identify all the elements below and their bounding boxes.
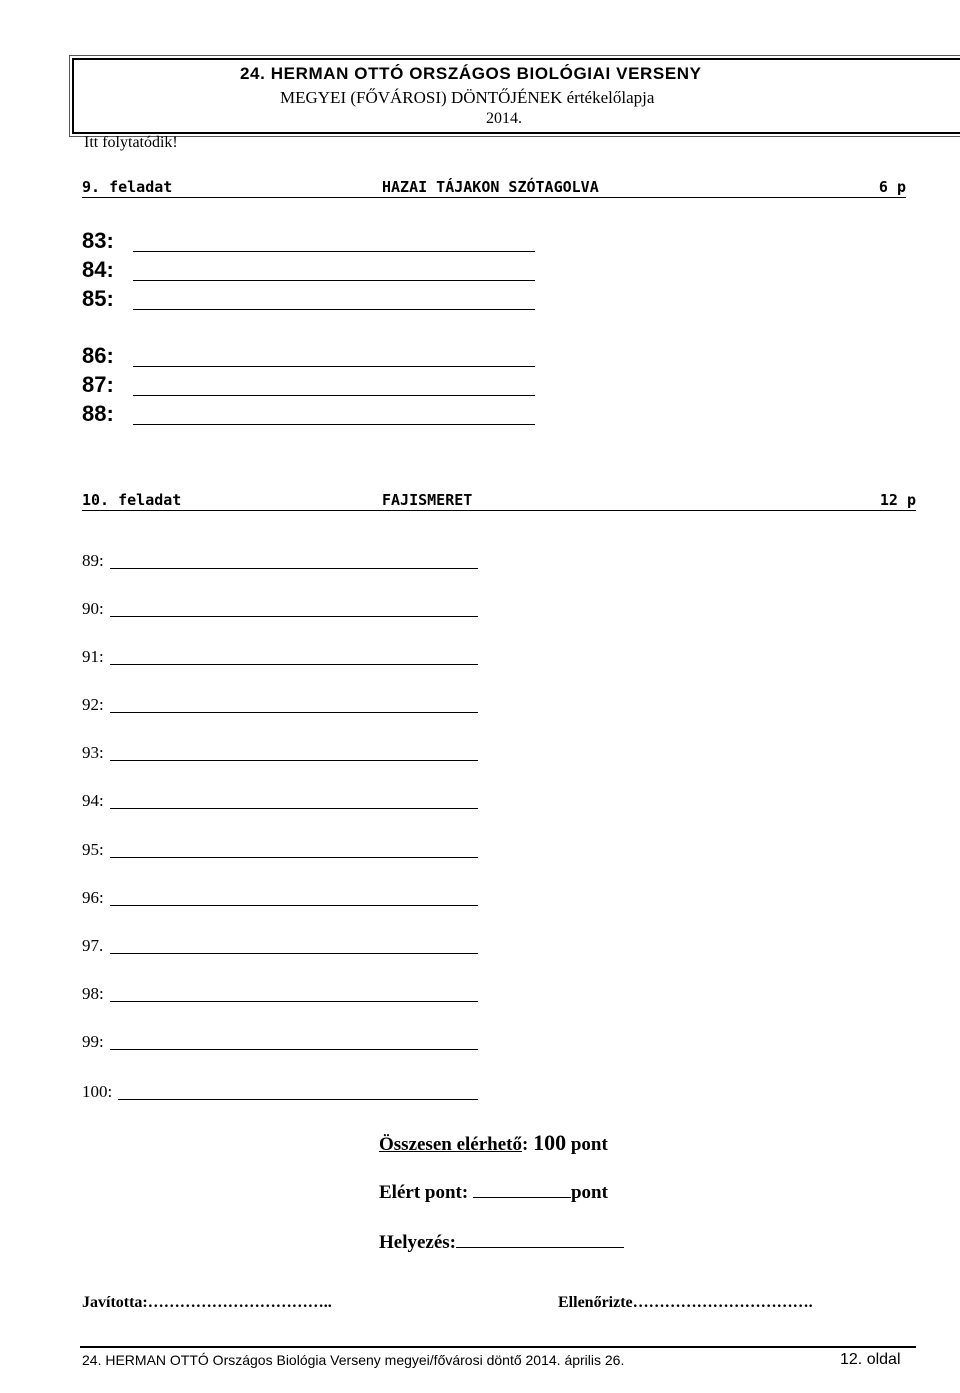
task9-heading — [82, 174, 906, 198]
task9-points: 6 p — [878, 178, 906, 196]
earned-points — [379, 1182, 608, 1204]
answer-blank[interactable] — [110, 1049, 478, 1050]
answer-blank[interactable] — [110, 1001, 478, 1002]
page-number: 12. oldal — [840, 1351, 901, 1368]
total-available-points — [379, 1130, 608, 1156]
answer-blank[interactable] — [110, 857, 478, 858]
earned-unit: pont — [570, 1182, 608, 1203]
answer-blank[interactable] — [110, 953, 478, 954]
answer-blank[interactable] — [133, 251, 535, 252]
corrected-by: Javította:…………………………….. — [82, 1294, 332, 1311]
total-value: 100 — [533, 1130, 567, 1155]
answer-label: 89: — [82, 551, 104, 570]
answer-blank[interactable] — [110, 905, 478, 906]
answer-blank[interactable] — [133, 395, 535, 396]
answer-blank[interactable] — [133, 424, 535, 425]
answer-label: 95: — [82, 840, 104, 859]
answer-blank[interactable] — [133, 309, 535, 310]
rank-blank[interactable] — [456, 1232, 624, 1248]
answer-label: 84: — [82, 257, 114, 282]
answer-label: 99: — [82, 1032, 104, 1051]
answer-label: 100: — [82, 1082, 113, 1101]
answer-label: 94: — [82, 791, 104, 810]
answer-label: 91: — [82, 647, 104, 666]
evaluation-sheet-subtitle: MEGYEI (FŐVÁROSI) DÖNTŐJÉNEK értékelőlapja — [280, 88, 655, 107]
total-label: Összesen elérhető — [379, 1134, 522, 1155]
ranking — [379, 1232, 624, 1254]
answer-blank[interactable] — [110, 664, 478, 665]
answer-label: 85: — [82, 286, 114, 311]
task9-number: 9. feladat — [82, 178, 173, 196]
answer-label: 93: — [82, 743, 104, 762]
answer-label: 88: — [82, 401, 114, 426]
footer-text: 24. HERMAN OTTÓ Országos Biológia Verseny megyei/fővárosi döntő 2014. április 26. — [82, 1352, 625, 1368]
answer-blank[interactable] — [133, 366, 535, 367]
earned-blank[interactable] — [473, 1182, 571, 1198]
answer-blank[interactable] — [110, 712, 478, 713]
answer-label: 83: — [82, 228, 114, 253]
task10-points: 12 p — [879, 491, 916, 509]
continue-note: Itt folytatódik! — [84, 134, 178, 151]
answer-blank[interactable] — [118, 1099, 478, 1100]
competition-title: 24. HERMAN OTTÓ ORSZÁGOS BIOLÓGIAI VERSENY — [240, 64, 702, 83]
checked-by: Ellenőrizte……………………………. — [558, 1294, 813, 1311]
answer-blank[interactable] — [110, 808, 478, 809]
answer-blank[interactable] — [133, 280, 535, 281]
total-unit: pont — [570, 1134, 608, 1155]
task10-number: 10. feladat — [82, 491, 182, 509]
task9-title: HAZAI TÁJAKON SZÓTAGOLVA — [382, 178, 599, 196]
answer-label: 96: — [82, 888, 104, 907]
task10-heading — [82, 487, 916, 511]
task10-title: FAJISMERET — [382, 491, 473, 509]
answer-blank[interactable] — [110, 568, 478, 569]
footer-divider — [80, 1346, 916, 1348]
answer-label: 86: — [82, 343, 114, 368]
answer-label: 90: — [82, 599, 104, 618]
answer-label: 92: — [82, 695, 104, 714]
earned-label: Elért pont: — [379, 1182, 469, 1203]
year-label: 2014. — [486, 110, 522, 127]
answer-label: 97. — [82, 936, 104, 955]
answer-blank[interactable] — [110, 760, 478, 761]
total-colon: : — [521, 1134, 529, 1155]
answer-label: 98: — [82, 984, 104, 1003]
answer-label: 87: — [82, 372, 114, 397]
answer-blank[interactable] — [110, 616, 478, 617]
rank-label: Helyezés: — [379, 1232, 457, 1253]
